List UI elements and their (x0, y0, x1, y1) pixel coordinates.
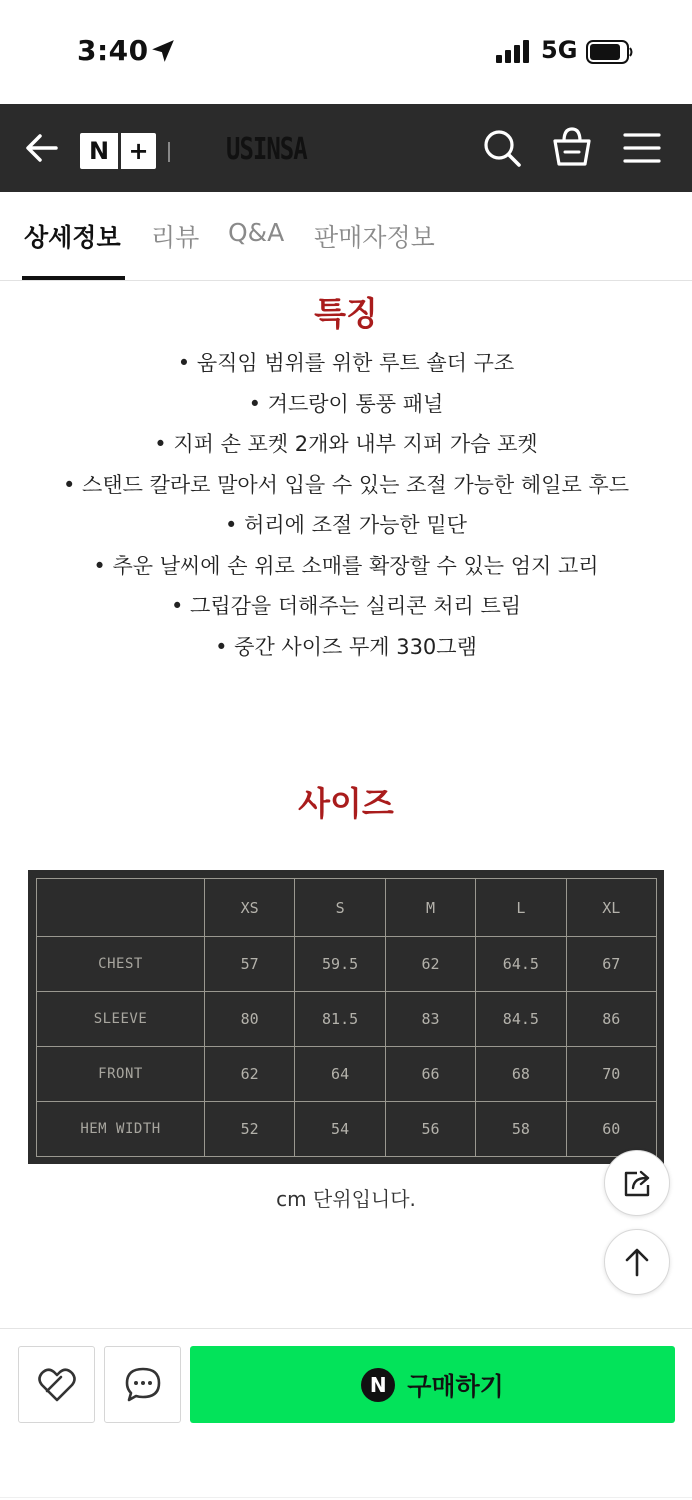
scroll-top-button[interactable] (604, 1229, 670, 1295)
table-cell: 62 (205, 1047, 295, 1102)
status-time: 3:40 (77, 34, 149, 67)
feature-item: • 지퍼 손 포켓 2개와 내부 지퍼 가슴 포켓 (154, 432, 538, 456)
table-cell: 56 (385, 1102, 475, 1157)
table-cell: 70 (566, 1047, 656, 1102)
buy-button[interactable] (190, 1346, 675, 1423)
network-label: 5G (541, 36, 578, 64)
nplus-logo-plus: + (118, 133, 156, 169)
feature-item: • 스탠드 칼라로 말아서 입을 수 있는 조절 가능한 헤일로 후드 (62, 472, 629, 497)
buy-button-label: 구매하기 (407, 1371, 504, 1401)
table-row (37, 1047, 657, 1102)
table-cell: 60 (566, 1102, 656, 1157)
header-divider (168, 142, 170, 162)
size-header-row (37, 879, 657, 937)
table-cell: 68 (476, 1047, 566, 1102)
size-unit-note: cm 단위입니다. (276, 1187, 416, 1211)
tab-reviews[interactable]: 리뷰 (151, 223, 200, 252)
table-row (37, 937, 657, 992)
tab-seller-info[interactable]: 판매자정보 (314, 223, 435, 252)
size-header-s: S (295, 879, 385, 937)
size-header-l: L (476, 879, 566, 937)
row-label-hem-width: HEM WIDTH (37, 1102, 205, 1157)
row-label-chest: CHEST (37, 937, 205, 992)
table-cell: 62 (385, 937, 475, 992)
feature-item: • 허리에 조절 가능한 밑단 (225, 513, 467, 537)
nplus-logo[interactable] (80, 133, 156, 169)
features-list (0, 343, 692, 667)
status-bar (0, 0, 692, 104)
table-cell: 80 (205, 992, 295, 1047)
row-label-front: FRONT (37, 1047, 205, 1102)
detail-tabs (0, 192, 692, 281)
size-header-xs: XS (205, 879, 295, 937)
table-cell: 66 (385, 1047, 475, 1102)
arrow-up-icon (620, 1245, 654, 1279)
features-title: 특징 (314, 294, 378, 333)
feature-item: • 겨드랑이 통풍 패널 (248, 391, 444, 416)
feature-item: • 중간 사이즈 무게 330그램 (215, 634, 477, 659)
bottom-action-bar (0, 1328, 692, 1500)
nplus-logo-n: N (88, 137, 110, 165)
table-row (37, 992, 657, 1047)
battery-icon (586, 40, 634, 64)
feature-item: • 추운 날씨에 손 위로 소매를 확장할 수 있는 엄지 고리 (93, 553, 599, 578)
table-cell: 64 (295, 1047, 385, 1102)
size-table (36, 878, 657, 1157)
bottom-divider (0, 1497, 692, 1498)
size-header-xl: XL (566, 879, 656, 937)
size-chart (28, 870, 664, 1164)
table-cell: 84.5 (476, 992, 566, 1047)
heart-icon (35, 1363, 79, 1407)
tab-qna[interactable]: Q&A (228, 218, 285, 247)
table-cell: 67 (566, 937, 656, 992)
size-header-corner (37, 879, 205, 937)
size-title: 사이즈 (298, 784, 394, 823)
back-arrow-icon[interactable] (22, 128, 62, 168)
share-button[interactable] (604, 1150, 670, 1216)
table-cell: 54 (295, 1102, 385, 1157)
feature-item: • 움직임 범위를 위한 루트 숄더 구조 (177, 351, 515, 375)
table-cell: 52 (205, 1102, 295, 1157)
app-header (0, 104, 692, 192)
like-button[interactable] (18, 1346, 95, 1423)
chat-bubble-icon (121, 1363, 165, 1407)
brand-logo[interactable]: USINSA (226, 131, 307, 167)
table-cell: 64.5 (476, 937, 566, 992)
table-cell: 57 (205, 937, 295, 992)
active-tab-indicator (22, 276, 125, 280)
share-icon (620, 1166, 654, 1200)
tab-details[interactable]: 상세정보 (24, 223, 121, 252)
cart-icon[interactable] (552, 126, 592, 168)
table-cell: 58 (476, 1102, 566, 1157)
signal-bars-icon (496, 40, 532, 64)
table-cell: 59.5 (295, 937, 385, 992)
table-row (37, 1102, 657, 1157)
table-cell: 81.5 (295, 992, 385, 1047)
feature-item: • 그립감을 더해주는 실리콘 처리 트림 (170, 594, 522, 618)
naver-pay-badge: N (361, 1368, 395, 1402)
chat-button[interactable] (104, 1346, 181, 1423)
table-cell: 86 (566, 992, 656, 1047)
table-cell: 83 (385, 992, 475, 1047)
search-icon[interactable] (482, 128, 522, 168)
menu-icon[interactable] (622, 130, 662, 166)
row-label-sleeve: SLEEVE (37, 992, 205, 1047)
location-arrow-icon (150, 38, 176, 64)
size-header-m: M (385, 879, 475, 937)
